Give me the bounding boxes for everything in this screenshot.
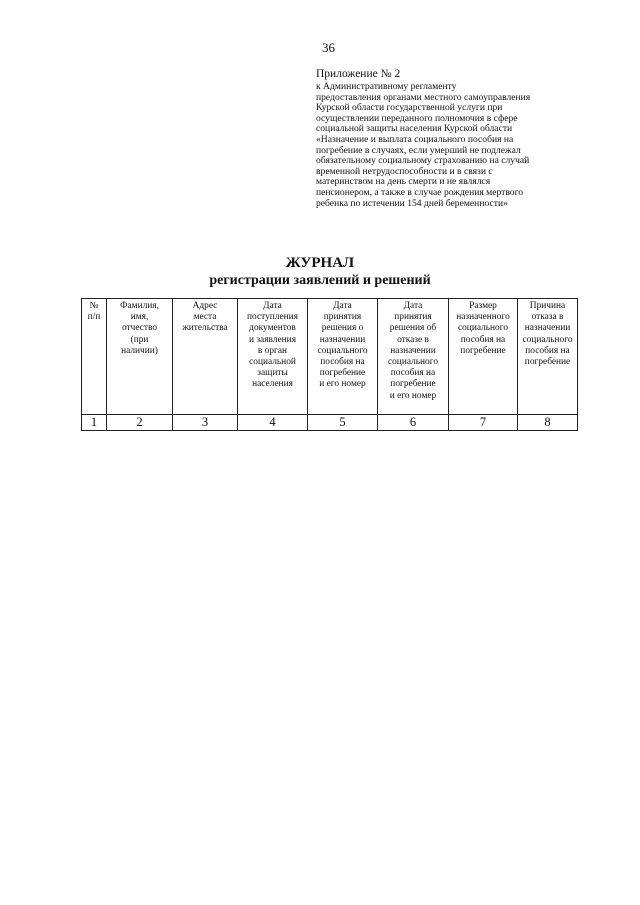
column-header-line: и заявления xyxy=(248,334,297,345)
column-header-line: имя, xyxy=(130,312,149,323)
column-header-line: (при xyxy=(130,334,149,345)
column-header-line: Дата xyxy=(333,301,352,311)
column-header-benefit-amount xyxy=(449,299,518,415)
column-header-refusal-reason xyxy=(518,299,578,415)
appendix-line: погребение в случаях, если умерший не подлежал xyxy=(316,144,521,156)
column-header-line: назначении xyxy=(524,323,571,334)
journal-subtitle: регистрации заявлений и решений xyxy=(209,273,431,288)
column-header-line: наличии) xyxy=(121,345,158,356)
column-header-line: социального xyxy=(457,323,509,334)
column-header-line: поступления xyxy=(247,312,298,323)
appendix-line: к Административному регламенту xyxy=(316,81,457,92)
column-header-line: назначенного xyxy=(456,312,510,323)
table-header-row xyxy=(82,299,578,415)
column-header-line: жительства xyxy=(182,323,228,334)
column-header-line: социального xyxy=(387,357,439,368)
column-number-cell: 7 xyxy=(449,415,518,431)
column-header-grant-decision-date xyxy=(308,299,378,415)
column-header-full-name xyxy=(107,299,173,415)
appendix-line: «Назначение и выплата социального пособия на xyxy=(316,133,514,145)
column-header-line: и его номер xyxy=(319,379,366,390)
appendix-line: пенсионером, а также в случае рождения мертвого xyxy=(316,186,524,198)
column-header-line: и его номер xyxy=(389,390,437,401)
column-header-line: отказе в xyxy=(397,334,429,345)
column-header-line: Размер xyxy=(469,301,497,311)
appendix-line: Курской области государственной услуги при xyxy=(316,102,503,114)
column-header-line: п/п xyxy=(87,312,101,323)
column-header-receipt-date xyxy=(238,299,308,415)
column-header-line: решения о xyxy=(321,323,364,334)
appendix-line: ребенка по истечении 154 дней беременности» xyxy=(316,197,508,209)
appendix-line: материнством на день смерти и не являлся xyxy=(316,176,491,188)
column-header-line: документов xyxy=(249,323,296,334)
column-header-number xyxy=(82,299,107,415)
column-header-line: защиты xyxy=(257,368,288,379)
column-header-line: пособия на xyxy=(525,345,570,356)
column-number-cell: 4 xyxy=(238,415,308,431)
column-header-line: Причина xyxy=(529,301,566,311)
column-header-line: назначении xyxy=(390,345,436,356)
column-header-line: пособия на xyxy=(390,368,436,379)
registration-table xyxy=(81,298,578,431)
table-numbering-row xyxy=(82,415,578,431)
appendix-line: обязательному социальному страхованию на случай xyxy=(316,155,530,167)
column-header-line: погребение xyxy=(390,379,436,390)
column-header-line: отчество xyxy=(121,323,158,334)
column-header-line: социального xyxy=(317,345,368,356)
appendix-title: Приложение № 2 xyxy=(316,68,401,80)
column-header-line: решения об xyxy=(389,323,437,334)
column-header-line: Дата xyxy=(403,301,423,311)
appendix-line: временной нетрудоспособности и в связи с xyxy=(316,165,493,177)
column-header-line: отказа в xyxy=(531,312,564,323)
column-header-line: назначении xyxy=(319,334,366,345)
column-header-line: населения xyxy=(252,379,293,390)
journal-title: ЖУРНАЛ xyxy=(285,255,355,271)
appendix-block xyxy=(316,68,606,209)
column-header-refusal-decision-date xyxy=(378,299,449,415)
column-number-cell: 2 xyxy=(107,415,173,431)
column-header-line: социального xyxy=(522,334,573,345)
column-header-line: погребение xyxy=(524,357,571,368)
column-header-address xyxy=(173,299,238,415)
column-header-line: принятия xyxy=(323,312,362,323)
column-header-line: пособия на xyxy=(460,334,506,345)
column-header-line: погребение xyxy=(319,368,366,379)
column-number-cell: 6 xyxy=(378,415,449,431)
column-number-cell: 5 xyxy=(308,415,378,431)
appendix-line: социальной защиты населения Курской области xyxy=(316,123,513,135)
column-header-line: принятия xyxy=(394,312,432,323)
column-header-line: Дата xyxy=(263,301,282,311)
column-number-cell: 3 xyxy=(173,415,238,431)
column-number-cell: 1 xyxy=(82,415,107,431)
column-header-line: пособия на xyxy=(320,357,365,368)
column-header-line: места xyxy=(193,312,217,323)
column-number-cell: 8 xyxy=(518,415,578,431)
page-number: 36 xyxy=(322,40,335,55)
column-header-line: в орган xyxy=(257,345,288,356)
column-header-line: социальной xyxy=(249,357,296,368)
column-header-line: Фамилия, xyxy=(120,301,159,311)
column-header-line: № xyxy=(89,301,99,311)
column-header-line: Адрес xyxy=(192,301,218,311)
appendix-line: предоставления органами местного самоуправления xyxy=(316,91,531,103)
column-header-line: погребение xyxy=(460,345,506,356)
appendix-line: осуществлении переданного полномочия в сфере xyxy=(316,112,518,124)
